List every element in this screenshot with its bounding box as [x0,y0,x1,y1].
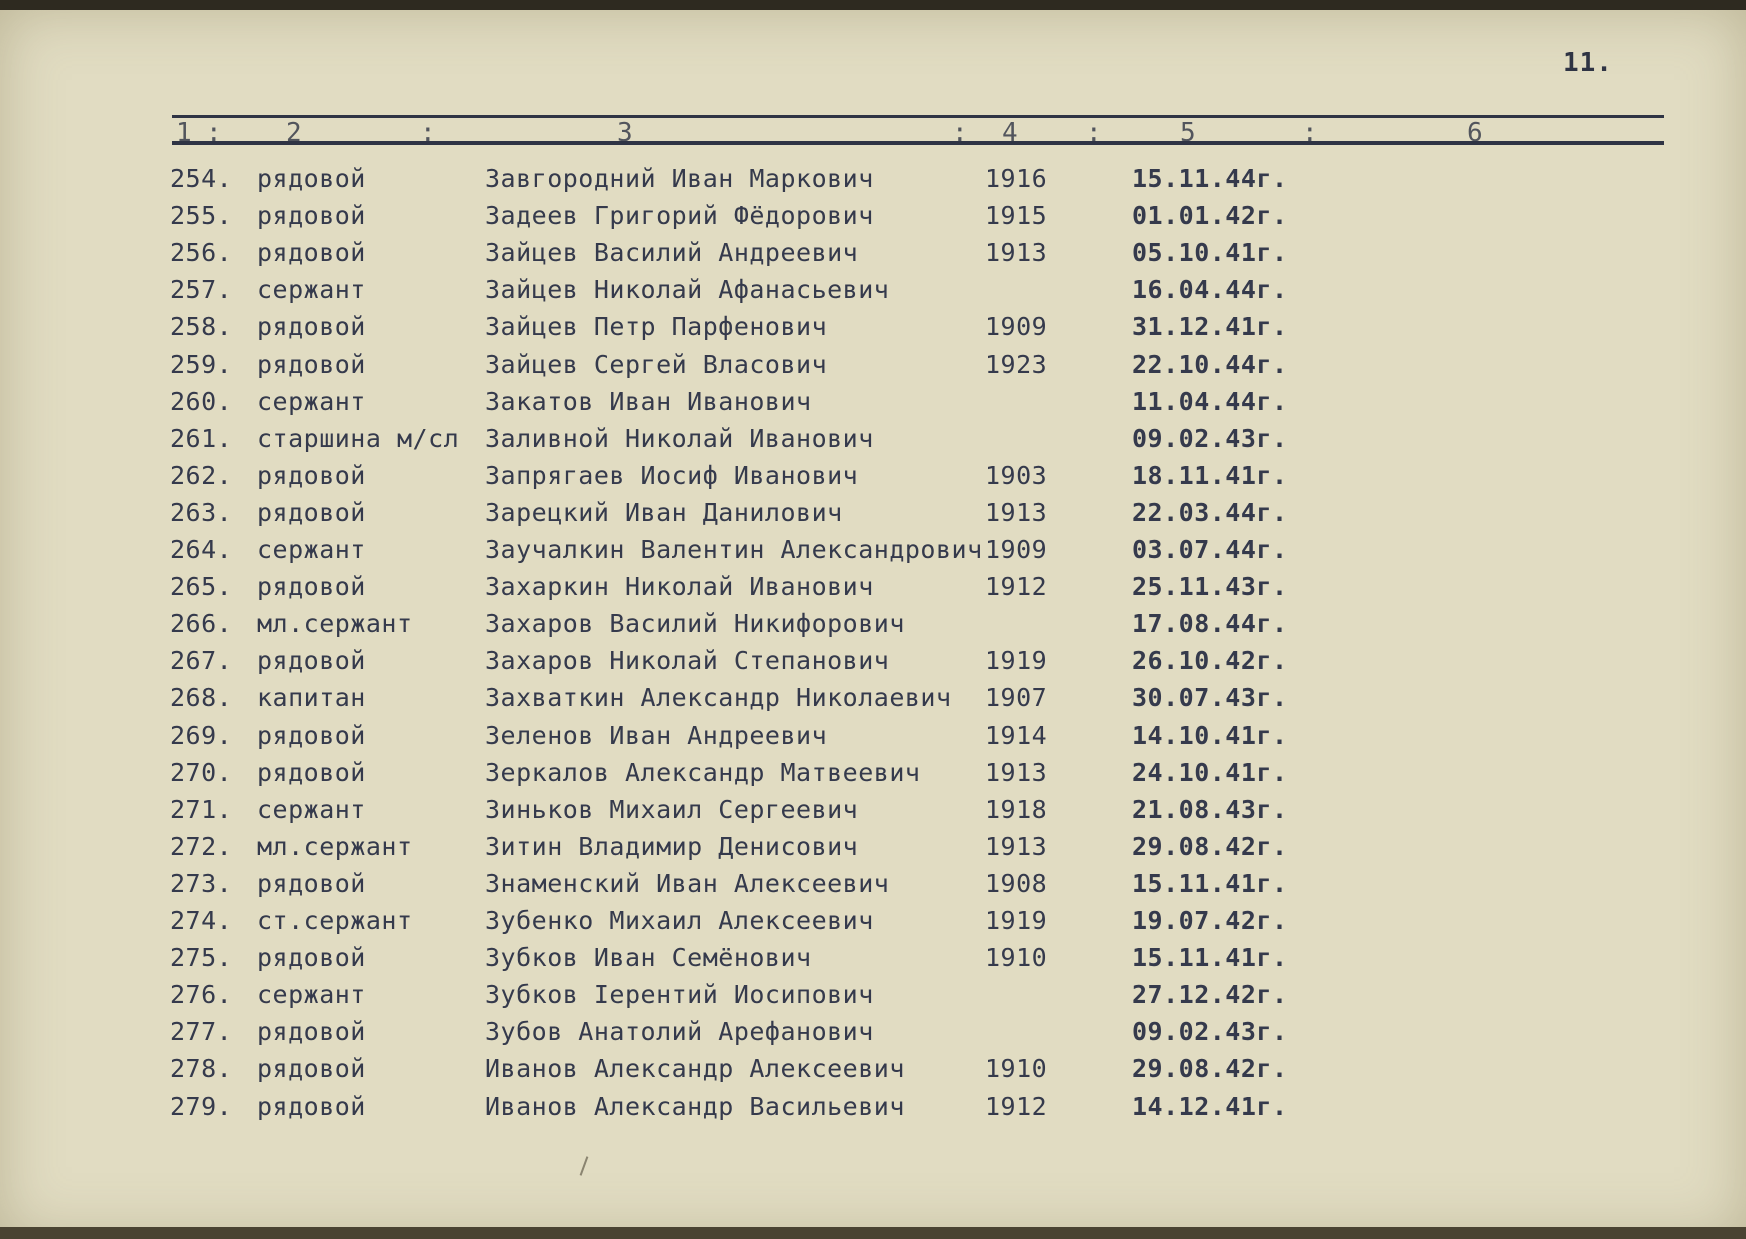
header-rule-bottom [172,141,1664,145]
military-rank: рядовой [257,646,366,675]
military-rank: рядовой [257,943,366,972]
birth-year: 1909 [985,312,1048,341]
military-rank: рядовой [257,461,366,490]
full-name: Захваткин Александр Николаевич [485,683,952,712]
record-number: 279. [170,1092,233,1121]
birth-year: 1908 [985,869,1048,898]
full-name: Захаркин Николай Иванович [485,572,874,601]
military-rank: капитан [257,683,366,712]
table-row [0,238,1746,274]
record-number: 277. [170,1017,233,1046]
table-row [0,201,1746,237]
military-rank: сержант [257,275,366,304]
record-number: 273. [170,869,233,898]
full-name: Зубков Иван Семёнович [485,943,812,972]
record-number: 255. [170,201,233,230]
column-header-5: 5 [1180,118,1196,148]
table-row [0,572,1746,608]
table-row [0,646,1746,682]
table-row [0,312,1746,348]
military-rank: мл.сержант [257,832,413,861]
military-rank: сержант [257,795,366,824]
table-row [0,387,1746,423]
column-header-1: 1 [176,118,192,148]
table-row [0,1092,1746,1128]
table-row [0,609,1746,645]
table-row [0,795,1746,831]
date: 19.07.42г. [1132,906,1288,935]
record-number: 257. [170,275,233,304]
table-row [0,350,1746,386]
full-name: Зитин Владимир Денисович [485,832,859,861]
full-name: Иванов Александр Васильевич [485,1092,905,1121]
date: 09.02.43г. [1132,1017,1288,1046]
column-separator: : [420,118,436,148]
full-name: Знаменский Иван Алексеевич [485,869,890,898]
birth-year: 1903 [985,461,1048,490]
military-rank: ст.сержант [257,906,413,935]
date: 29.08.42г. [1132,832,1288,861]
record-number: 274. [170,906,233,935]
military-rank: сержант [257,980,366,1009]
record-number: 264. [170,535,233,564]
military-rank: рядовой [257,498,366,527]
full-name: Захаров Николай Степанович [485,646,890,675]
birth-year: 1913 [985,758,1048,787]
table-row [0,1054,1746,1090]
full-name: Зиньков Михаил Сергеевич [485,795,859,824]
header-rule-top [172,115,1664,118]
record-number: 272. [170,832,233,861]
full-name: Заучалкин Валентин Александрович [485,535,983,564]
full-name: Зубов Анатолий Арефанович [485,1017,874,1046]
record-number: 267. [170,646,233,675]
military-rank: рядовой [257,869,366,898]
full-name: Зеленов Иван Андреевич [485,721,828,750]
date: 31.12.41г. [1132,312,1288,341]
date: 25.11.43г. [1132,572,1288,601]
date: 01.01.42г. [1132,201,1288,230]
military-rank: мл.сержант [257,609,413,638]
military-rank: рядовой [257,1054,366,1083]
birth-year: 1913 [985,498,1048,527]
military-rank: рядовой [257,572,366,601]
table-row [0,980,1746,1016]
column-separator: : [1086,118,1102,148]
date: 03.07.44г. [1132,535,1288,564]
birth-year: 1907 [985,683,1048,712]
full-name: Закатов Иван Иванович [485,387,812,416]
table-row [0,758,1746,794]
date: 22.10.44г. [1132,350,1288,379]
full-name: Зайцев Николай Афанасьевич [485,275,890,304]
birth-year: 1915 [985,201,1048,230]
full-name: Задеев Григорий Фёдорович [485,201,874,230]
military-rank: сержант [257,535,366,564]
table-row [0,943,1746,979]
military-rank: сержант [257,387,366,416]
table-row [0,869,1746,905]
date: 11.04.44г. [1132,387,1288,416]
full-name: Запрягаев Иосиф Иванович [485,461,859,490]
full-name: Зайцев Василий Андреевич [485,238,859,267]
record-number: 258. [170,312,233,341]
date: 30.07.43г. [1132,683,1288,712]
table-row [0,424,1746,460]
table-row [0,461,1746,497]
date: 24.10.41г. [1132,758,1288,787]
date: 15.11.41г. [1132,943,1288,972]
date: 16.04.44г. [1132,275,1288,304]
record-number: 261. [170,424,233,453]
record-number: 271. [170,795,233,824]
column-header-6: 6 [1467,118,1483,148]
table-row [0,498,1746,534]
page-number: 11. [1563,48,1613,78]
scan-edge-bottom [0,1227,1746,1239]
column-separator: : [1302,118,1318,148]
document-page [0,8,1746,1239]
table-row [0,683,1746,719]
military-rank: рядовой [257,201,366,230]
full-name: Заливной Николай Иванович [485,424,874,453]
date: 15.11.44г. [1132,164,1288,193]
birth-year: 1919 [985,906,1048,935]
birth-year: 1918 [985,795,1048,824]
military-rank: рядовой [257,350,366,379]
date: 09.02.43г. [1132,424,1288,453]
date: 27.12.42г. [1132,980,1288,1009]
date: 17.08.44г. [1132,609,1288,638]
military-rank: старшина м/сл [257,424,460,453]
birth-year: 1914 [985,721,1048,750]
record-number: 276. [170,980,233,1009]
date: 26.10.42г. [1132,646,1288,675]
birth-year: 1913 [985,832,1048,861]
column-separator: : [206,118,222,148]
military-rank: рядовой [257,164,366,193]
column-header-4: 4 [1002,118,1018,148]
birth-year: 1909 [985,535,1048,564]
full-name: Зарецкий Иван Данилович [485,498,843,527]
table-row [0,164,1746,200]
full-name: Завгородний Иван Маркович [485,164,874,193]
full-name: Зайцев Петр Парфенович [485,312,828,341]
birth-year: 1916 [985,164,1048,193]
table-row [0,721,1746,757]
record-number: 254. [170,164,233,193]
full-name: Зубенко Михаил Алексеевич [485,906,874,935]
record-number: 268. [170,683,233,712]
birth-year: 1910 [985,1054,1048,1083]
table-row [0,275,1746,311]
birth-year: 1912 [985,572,1048,601]
table-row [0,906,1746,942]
date: 14.10.41г. [1132,721,1288,750]
full-name: Зеркалов Александр Матвеевич [485,758,921,787]
column-header-3: 3 [617,118,633,148]
birth-year: 1923 [985,350,1048,379]
military-rank: рядовой [257,1092,366,1121]
scan-edge-top [0,0,1746,10]
military-rank: рядовой [257,721,366,750]
date: 21.08.43г. [1132,795,1288,824]
record-number: 269. [170,721,233,750]
full-name: Захаров Василий Никифорович [485,609,905,638]
date: 14.12.41г. [1132,1092,1288,1121]
table-row [0,832,1746,868]
record-number: 260. [170,387,233,416]
record-number: 275. [170,943,233,972]
birth-year: 1912 [985,1092,1048,1121]
record-number: 265. [170,572,233,601]
military-rank: рядовой [257,1017,366,1046]
military-rank: рядовой [257,758,366,787]
military-rank: рядовой [257,238,366,267]
military-rank: рядовой [257,312,366,341]
pencil-mark [580,1156,589,1175]
table-row [0,1017,1746,1053]
full-name: Зубков Іерентий Иосипович [485,980,874,1009]
birth-year: 1913 [985,238,1048,267]
date: 22.03.44г. [1132,498,1288,527]
record-number: 256. [170,238,233,267]
record-number: 270. [170,758,233,787]
record-number: 278. [170,1054,233,1083]
birth-year: 1910 [985,943,1048,972]
record-number: 263. [170,498,233,527]
column-separator: : [952,118,968,148]
date: 29.08.42г. [1132,1054,1288,1083]
record-number: 259. [170,350,233,379]
birth-year: 1919 [985,646,1048,675]
date: 05.10.41г. [1132,238,1288,267]
date: 18.11.41г. [1132,461,1288,490]
record-number: 262. [170,461,233,490]
date: 15.11.41г. [1132,869,1288,898]
column-header-2: 2 [286,118,302,148]
record-number: 266. [170,609,233,638]
full-name: Зайцев Сергей Власович [485,350,828,379]
full-name: Иванов Александр Алексеевич [485,1054,905,1083]
table-row [0,535,1746,571]
